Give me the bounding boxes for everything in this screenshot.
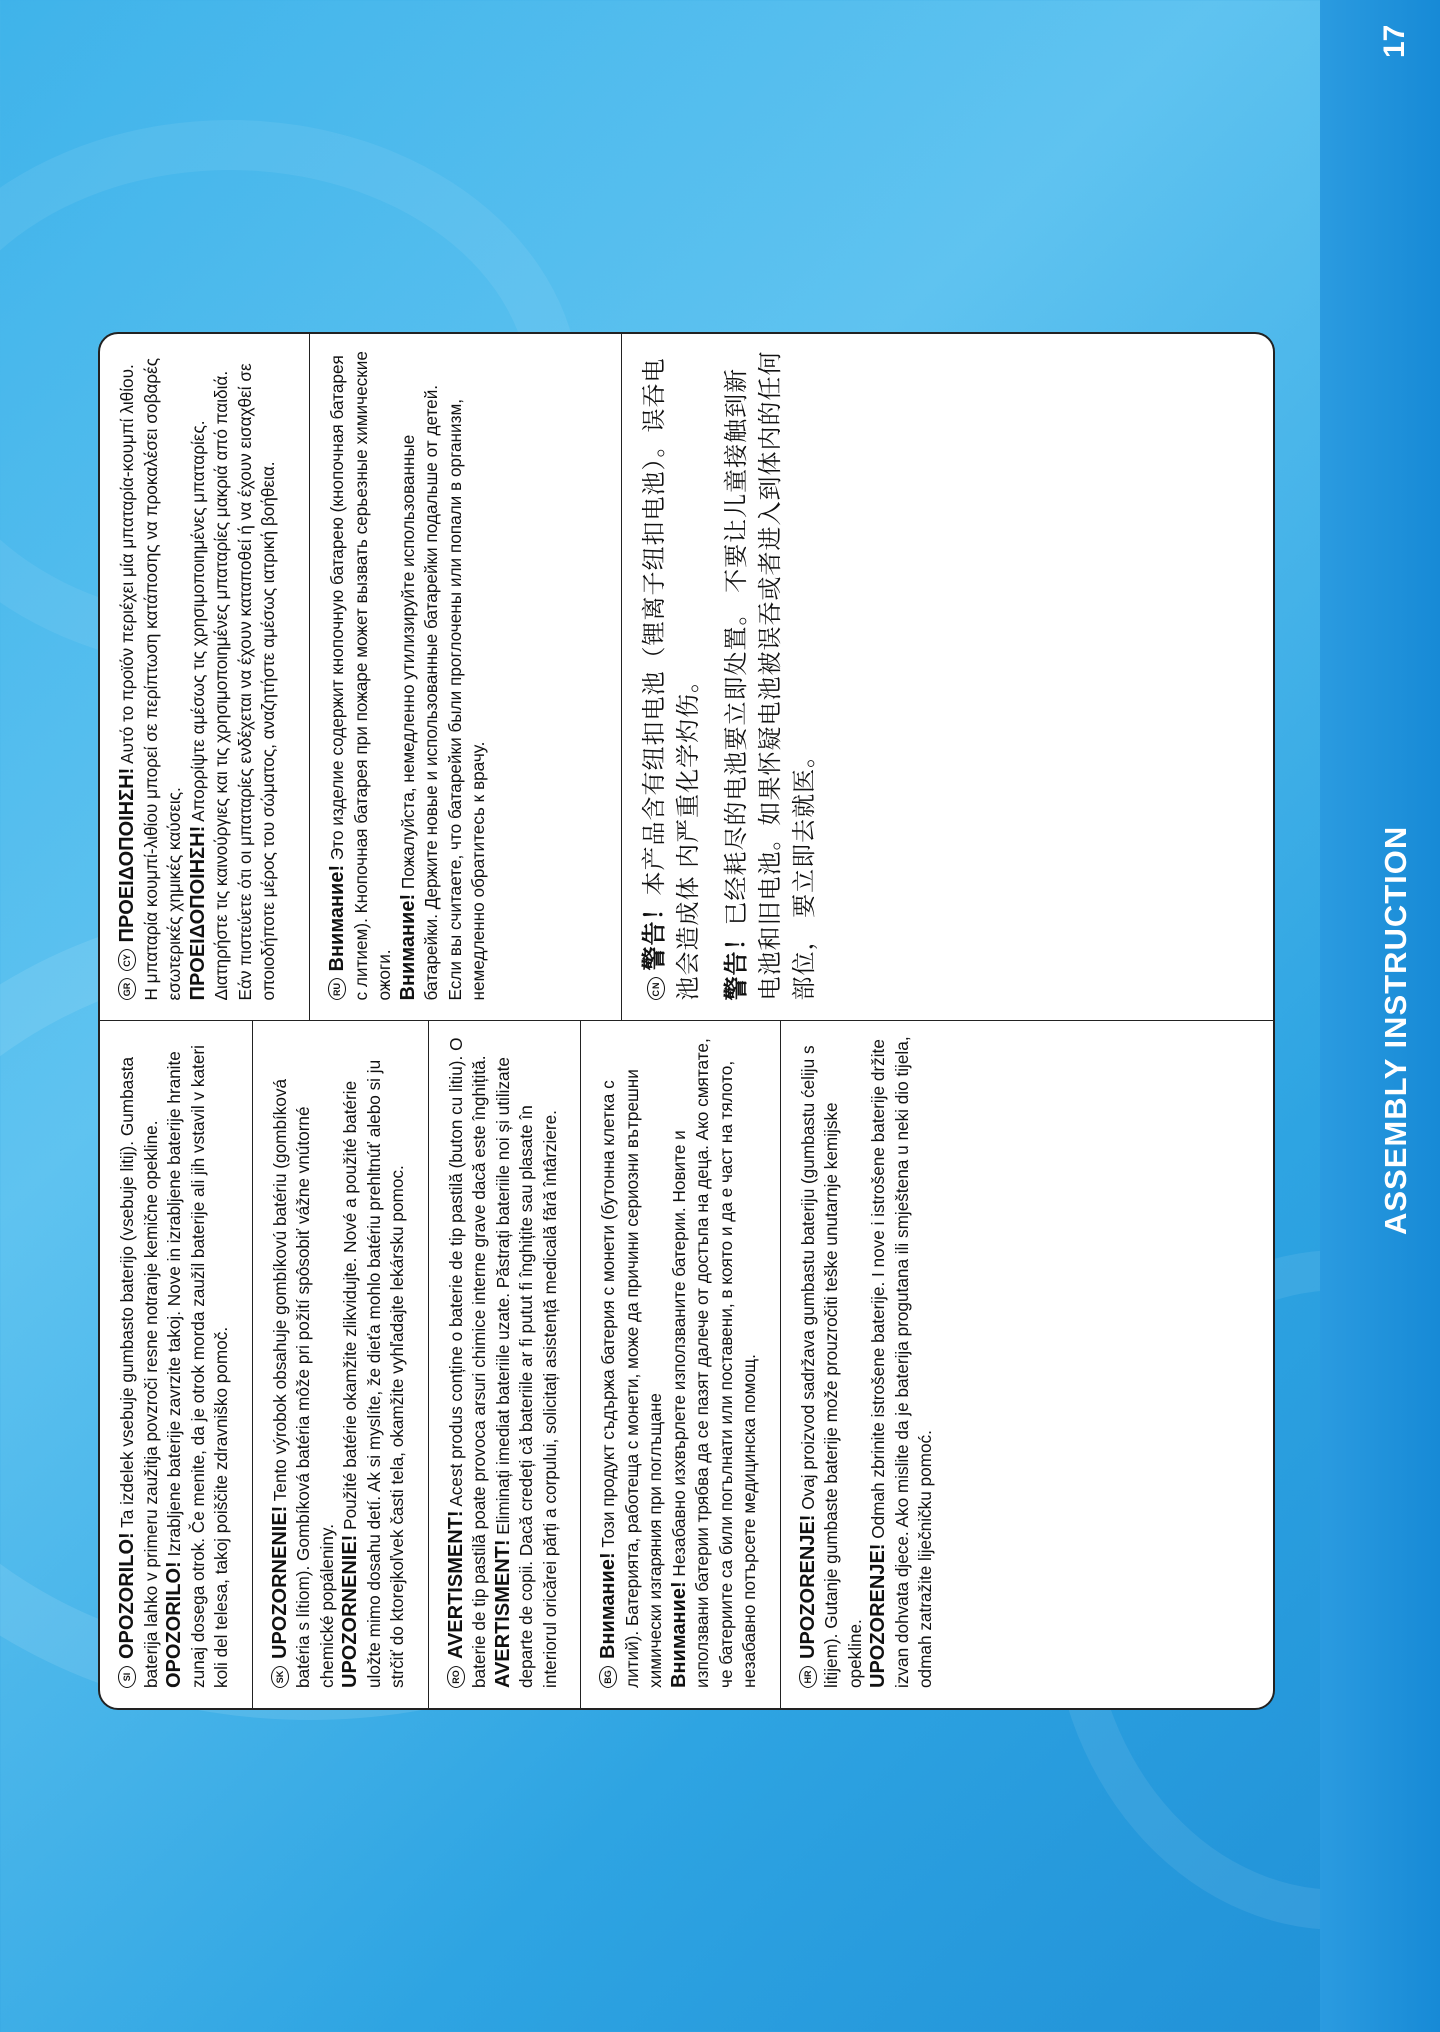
language-badge-ro: RO [447,1666,465,1688]
language-badge-ru: RU [328,979,346,1001]
language-badge-gr: GR [118,979,136,1001]
warning-text: Это изделие содержит кнопочную батарею (кнопочная батарея с литием). Кнопочная батарея при пожаре может вызвать серьезные химические ожоги. [327,351,394,1001]
language-badge-bg: BG [599,1666,617,1688]
warning-block-hr [781,1022,956,1709]
warning-paragraph [638,348,706,1001]
warning-block-ro [429,1022,582,1709]
warning-block-sl [100,1022,253,1709]
warning-lead: OPOZORILO! [163,1561,185,1688]
warning-lead: Внимание! [597,1552,619,1659]
warning-block-cn [622,334,1272,1021]
section-title: ASSEMBLY INSTRUCTION [1378,825,1413,1235]
language-badge-hr: HR [799,1666,817,1688]
warning-lead: AVERTISMENT! [444,1510,467,1659]
warning-paragraph [269,1036,340,1689]
warning-lead: ΠΡΟΕΙΔΟΠΟΙΗΣΗ! [186,825,209,1001]
warning-block-gr [100,334,310,1021]
warning-lead: Внимание! [326,864,348,972]
language-badge-cn: CN [647,978,665,1001]
warning-paragraph [339,1036,410,1689]
warning-lead: UPOZORENJE! [867,1543,889,1688]
warning-paragraph [797,1036,868,1689]
language-badge-sk: SK [271,1666,289,1688]
warning-text: Odmah zbrinite istrošene baterije. I nove i istrošene baterije držite izvan dohvata djece. Ako mislite da je baterija progutana ili smještena u neki dio tijela, odmah zatražite liječničku pomoć. [868,1036,935,1688]
warning-panel [98,332,1275,1710]
left-column [100,1021,1273,1709]
warning-lead: OPOZORILO! [116,1532,138,1659]
warning-text: Αυτό το προϊόν περιέχει μία μπαταρία-κουμπί λιθίου. Η μπαταρία κουμπί-λιθίου μπορεί σε περίπτωση κατάποσης να προκαλέσει σοβαρές εσωτερικές χημικές καύσεις. [117,358,184,1001]
warning-paragraph [326,348,397,1001]
warning-lead: Внимание! [396,893,419,1001]
warning-paragraph [445,1036,492,1689]
warning-text: 本产品含有纽扣电池（锂离子纽扣电池）。误吞电池会造成体 内严重化学灼伤。 [641,357,702,1001]
warning-text: Незабавно изхвърлете използваните батерии. Новите и използвани батерии трябва да се пазят далече от достъпа на деца. Ако смятате, че батериите са били погълнати или поставени, в която и да е част на тялото, незабавно потърсете медицинска помощ. [668,1038,759,1688]
page-number: 17 [1378,24,1411,58]
warning-paragraph [187,348,281,1001]
warning-lead: Внимание! [667,1581,690,1688]
warning-paragraph [163,1036,234,1689]
warning-text: Použité batérie okamžite zlikvidujte. Nové a použité batérie uložte mimo dosahu detí. Ak si myslíte, že dieťa mohlo batériu prehltnúť alebo si ju strčiť do ktorejkoľvek časti tela, okamžite vyhľadajte lekársku pomoc. [340,1059,407,1688]
warning-lead: 警告！ [641,895,668,971]
warning-text: Eliminați imediat bateriile uzate. Păstrați bateriile noi și utilizate departe de copii. Dacă credeți că bateriile ar fi putut fi înghițite sau plasate în interiorul oricărei părți a corpului, solicitați asistență medicală fără întârziere. [492,1057,560,1688]
warning-paragraph [668,1036,762,1689]
warning-lead: UPOZORENJE! [796,1514,819,1659]
warning-lead: UPOZORNENIE! [268,1505,291,1659]
warning-block-ru [310,334,622,1021]
warning-text: Ovaj proizvod sadržava gumbastu bateriju (gumbastu ćeliju s litijem). Gutanje gumbaste baterije može prouzročiti teške unutarnje kemijske opekline. [797,1045,865,1688]
warning-text: Acest produs conține o baterie de tip pastilă (buton cu litiu). O baterie de tip pastilă poate provoca arsuri chimice interne grave dacă este înghițită. [445,1037,489,1688]
warning-text: Ta izdelek vsebuje gumbasto baterijo (vsebuje litij). Gumbasta baterija lahko v primeru zaužitja povzroči resne notranje kemične opekline. [117,1056,161,1688]
warning-paragraph [867,1036,938,1689]
warning-lead: ΠΡΟΕΙΔΟΠΟΙΗΣΗ! [116,767,138,943]
warning-paragraph [492,1036,563,1689]
warning-text: Tento výrobok obsahuje gombíkovú batériu (gombíková batéria s lítiom). Gombíková batéria môže pri požití spôsobiť vážne vnútorné chemické popáleniny. [269,1078,337,1688]
language-badge-cy: CY [118,950,136,972]
language-badge-si: SI [118,1666,136,1688]
warning-lead: 警告！ [723,925,750,1001]
warning-paragraph [116,1036,163,1689]
warning-text: Този продукт съдържа батерия с монети (бутонна клетка с литий). Батерията, работеща с монети, може да причини сериозни вътрешни химически изгаряния при поглъщане [598,1069,665,1688]
warning-block-bg [581,1022,781,1709]
warning-paragraph [397,348,491,1001]
warning-lead: UPOZORNENIE! [339,1534,361,1688]
warning-text: 已经耗尽的电池要立即处置。 不要让儿童接触到新电池和旧电池。如果怀疑电池被误吞或者进入到体内的任何部位， 要立即去就医。 [723,350,818,1001]
warning-lead: AVERTISMENT! [491,1539,514,1688]
warning-text: Izrabljene baterije zavrzite takoj. Nove in izrabljene baterije hranite zunaj dosega otrok. Če menite, da je otrok morda zaužil baterije ali jih vstavil v kateri koli del telesa, takoj poiščite zdravniško pomoč. [164,1045,231,1688]
warning-text: Απορρίψτε αμέσως τις χρησιμοποιημένες μπαταρίες. Διατηρήστε τις καινούργιες και τις χρησιμοποιημένες μπαταρίες μακριά από παιδιά. Εάν πιστεύετε ότι οι μπαταρίες ενδέχεται να έχουν καταποθεί ή να έχουν εισαχθεί σε οποιοδήποτε μέρος του σώματος, αναζητήστε αμέσως ιατρική βοήθεια. [187,363,278,1001]
warning-panel-wrapper [98,332,1275,1710]
warning-paragraph [597,1036,668,1689]
right-column [100,334,1273,1021]
warning-block-sk [253,1022,429,1709]
warning-paragraph [116,348,187,1001]
warning-text: Пожалуйста, немедленно утилизируйте использованные батарейки. Держите новые и использованные батарейки подальше от детей. Если вы считаете, что батарейки были проглочены или попали в организм, немедленно обратитесь к врачу. [397,384,488,1001]
warning-paragraph [720,348,822,1001]
